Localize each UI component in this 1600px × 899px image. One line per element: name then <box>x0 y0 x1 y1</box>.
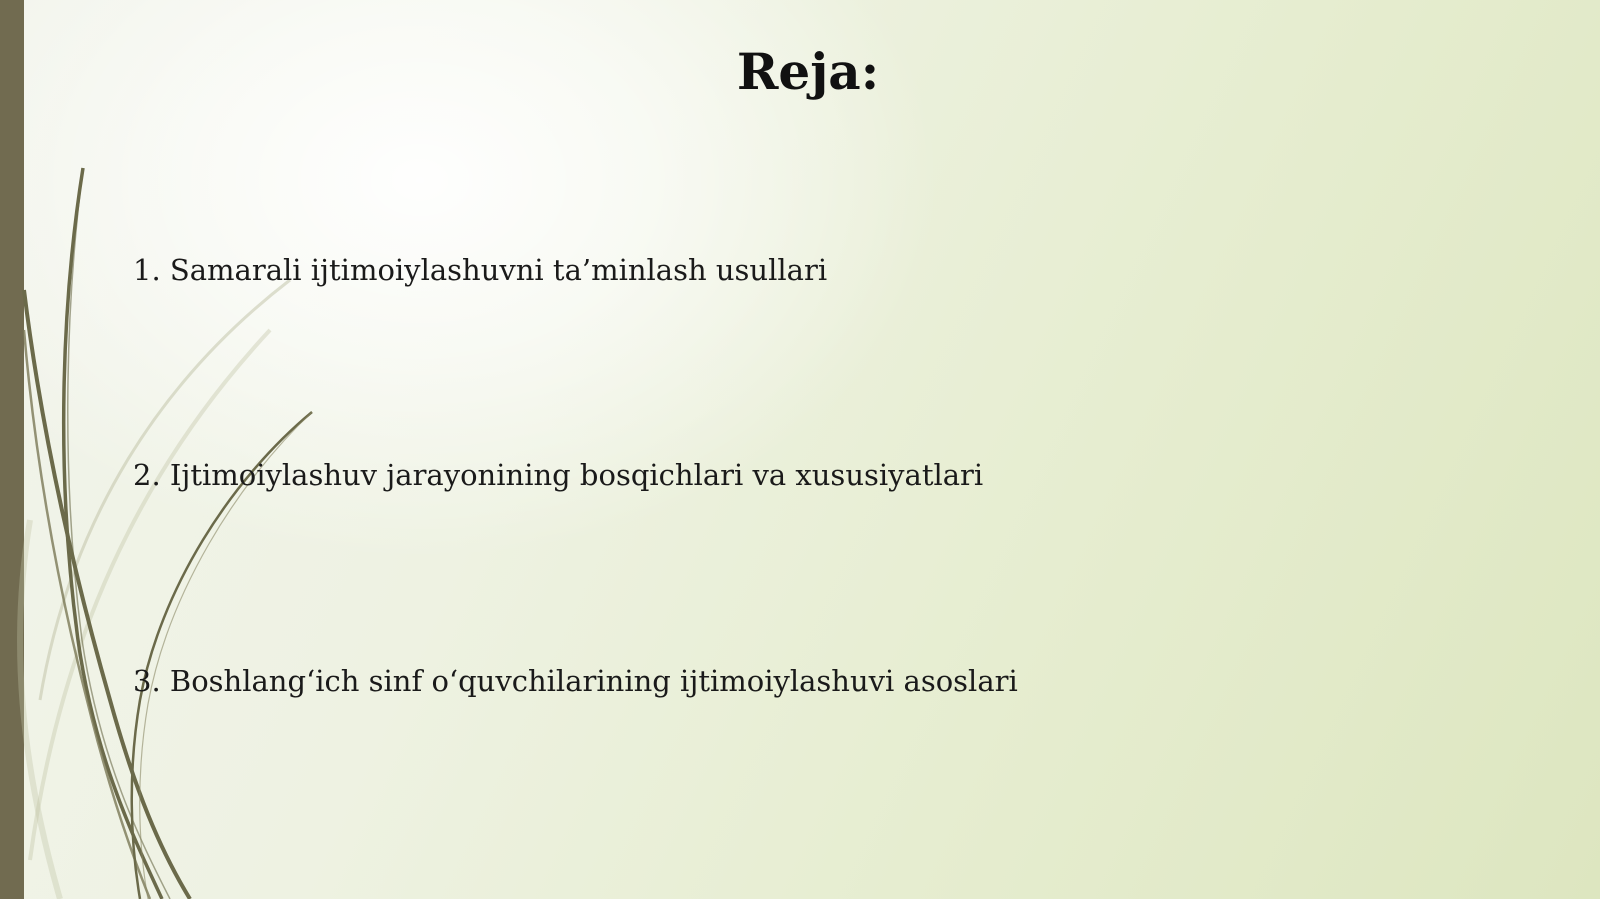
plan-item-2: 2. Ijtimoiylashuv jarayonining bosqichlari va xususiyatlari <box>133 458 984 492</box>
plan-item-3: 3. Boshlang‘ich sinf o‘quvchilarining ijtimoiylashuvi asoslari <box>133 664 1018 698</box>
grass-blades-icon <box>0 0 320 899</box>
plan-item-1: 1. Samarali ijtimoiylashuvni ta’minlash usullari <box>133 253 828 287</box>
slide-title: Reja: <box>736 42 880 101</box>
